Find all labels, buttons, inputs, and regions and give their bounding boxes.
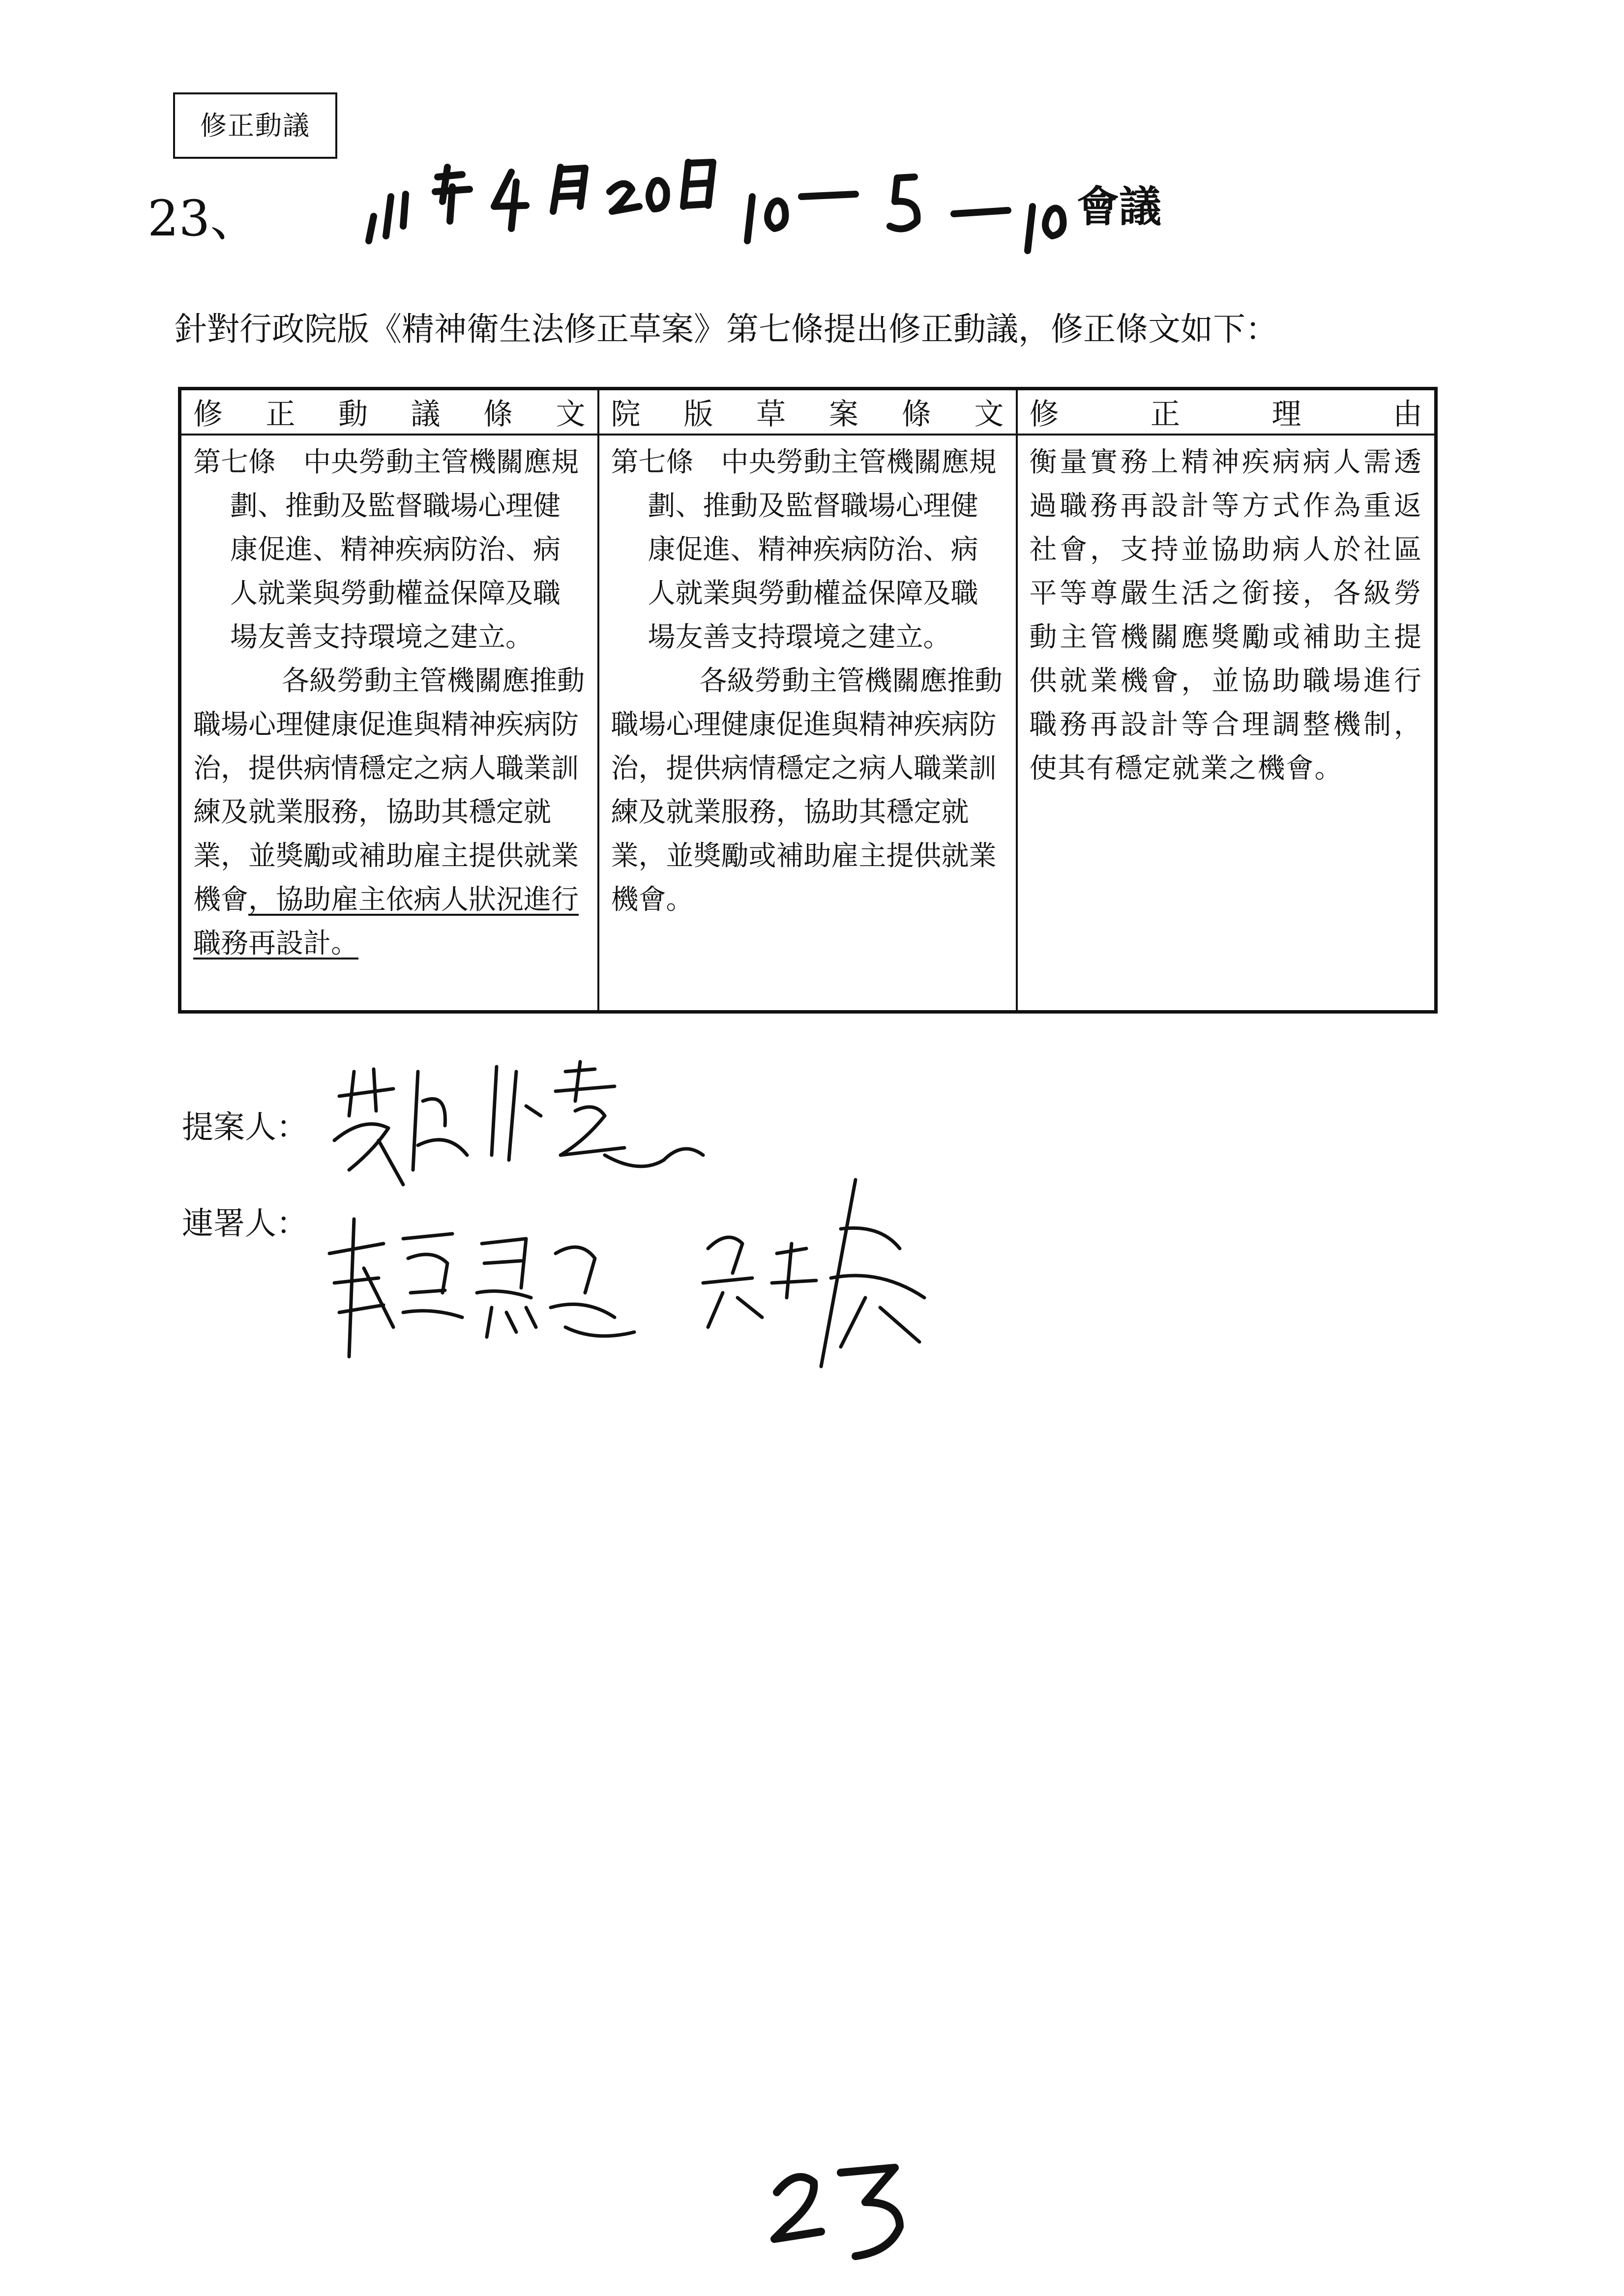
reason-text: 衡量實務上精神疾病病人需透過職務再設計等方式作為重返社會，支持並協助病人於社區平等尊嚴生活之銜接，各級勞動主管機關應獎勵或補助主提供就業機會，並協助職場進行職務再設計等合理調整機制，使其有穩定就業之機會。 bbox=[1029, 446, 1422, 785]
header-char: 文 bbox=[974, 397, 1004, 432]
motion-para-2-main: 各級勞動主管機關應推動職場心理健康促進與精神疾病防治，提供病情穩定之病人職業訓練及就業服務，協助其穩定就業，並獎勵或補助雇主提供就業機會 bbox=[193, 665, 585, 916]
amendment-table bbox=[178, 387, 1438, 1014]
header-draft-text bbox=[598, 389, 1017, 435]
draft-para-1: 第七條 中央勞動主管機關應規劃、推動及監督職場心理健康促進、精神疾病防治、病人就業與勞動權益保障及職場友善支持環境之建立。 bbox=[611, 446, 997, 653]
header-char: 條 bbox=[483, 397, 513, 432]
header-motion-text bbox=[180, 389, 598, 435]
proposer-label: 提案人： bbox=[182, 1109, 308, 1146]
cosigner-signature-1 bbox=[320, 1209, 674, 1386]
header-char: 理 bbox=[1271, 397, 1301, 432]
header-char: 版 bbox=[683, 397, 713, 432]
header-char: 院 bbox=[611, 397, 641, 432]
header-char: 正 bbox=[1151, 397, 1180, 432]
header-char: 由 bbox=[1393, 397, 1422, 432]
header-char: 動 bbox=[338, 397, 368, 432]
header-motion-letters bbox=[193, 391, 586, 433]
motion-inserted-text: ，協助雇主依病人狀況進行職務再設計。 bbox=[193, 884, 579, 959]
header-reason-letters bbox=[1030, 391, 1423, 433]
header-reason bbox=[1017, 389, 1436, 435]
draft-para-2: 各級勞動主管機關應推動職場心理健康促進與精神疾病防治，提供病情穩定之病人職業訓練及就業服務，協助其穩定就業，並獎勵或補助雇主提供就業機會。 bbox=[611, 665, 1003, 916]
svg-text:會議: 會議 bbox=[1077, 182, 1161, 232]
cosigner-label: 連署人： bbox=[182, 1206, 308, 1242]
table-header-row bbox=[180, 389, 1436, 435]
proposer-signature bbox=[320, 1042, 713, 1204]
handwritten-date bbox=[364, 147, 1210, 261]
reason-cell bbox=[1017, 435, 1436, 1012]
draft-text-cell bbox=[598, 435, 1017, 1012]
handwritten-page-number bbox=[767, 2153, 915, 2266]
header-char: 文 bbox=[556, 397, 586, 432]
motion-stamp-label: 修正動議 bbox=[173, 92, 337, 159]
header-char: 議 bbox=[411, 397, 441, 432]
motion-para-1: 第七條 中央勞動主管機關應規劃、推動及監督職場心理健康促進、精神疾病防治、病人就業與勞動權益保障及職場友善支持環境之建立。 bbox=[193, 446, 579, 653]
header-char: 正 bbox=[266, 397, 295, 432]
cosigner-signature-2 bbox=[693, 1170, 949, 1381]
header-char: 條 bbox=[901, 397, 931, 432]
motion-para-2 bbox=[193, 659, 586, 965]
motion-text-cell bbox=[180, 435, 598, 1012]
intro-text: 針對行政院版《精神衛生法修正草案》第七條提出修正動議，修正條文如下： bbox=[175, 310, 1278, 348]
header-draft-letters bbox=[611, 391, 1004, 433]
header-char: 草 bbox=[756, 397, 786, 432]
table-row bbox=[180, 435, 1436, 1012]
item-number: 23、 bbox=[148, 190, 260, 247]
header-char: 案 bbox=[828, 397, 858, 432]
header-char: 修 bbox=[1029, 397, 1059, 432]
header-char: 修 bbox=[193, 397, 223, 432]
